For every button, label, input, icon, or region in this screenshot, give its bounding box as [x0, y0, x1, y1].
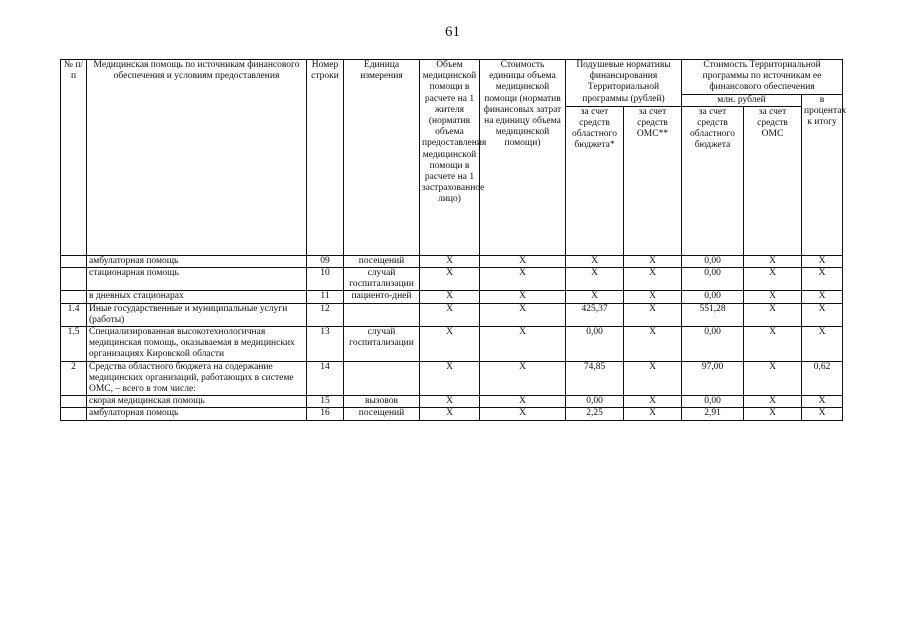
- header-name: Медицинская помощь по источникам финансового обеспечения и условиям предоставления: [87, 60, 307, 256]
- header-mln-budget: за счет средств областного бюджета: [682, 106, 744, 255]
- cell-name: амбулаторная помощь: [87, 408, 307, 420]
- cell-num: [61, 255, 87, 267]
- cell-unit: пациенто-дней: [344, 291, 420, 303]
- cell-percapita-oms: X: [624, 303, 682, 326]
- cell-mln-oms: X: [744, 327, 802, 362]
- table-row: [61, 396, 843, 408]
- table-row: [61, 361, 843, 396]
- cell-name: скорая медицинская помощь: [87, 396, 307, 408]
- cell-percapita-budget: X: [566, 268, 624, 291]
- table-body: [61, 255, 843, 420]
- cell-mln-oms: X: [744, 303, 802, 326]
- cell-percapita-budget: 2,25: [566, 408, 624, 420]
- cell-name: Специализированная высокотехнологичная медицинская помощь, оказываемая в медицинских организациях Кировской области: [87, 327, 307, 362]
- cell-name: амбулаторная помощь: [87, 255, 307, 267]
- cell-percapita-budget: 425,37: [566, 303, 624, 326]
- cell-percapita-oms: X: [624, 408, 682, 420]
- cell-percapita-oms: X: [624, 291, 682, 303]
- cell-row: 14: [307, 361, 344, 396]
- table-row: [61, 255, 843, 267]
- cell-num: [61, 291, 87, 303]
- cell-mln-oms: X: [744, 361, 802, 396]
- cell-mln-budget: 551,28: [682, 303, 744, 326]
- cell-volume: X: [420, 268, 480, 291]
- cell-percapita-budget: 0,00: [566, 327, 624, 362]
- financing-table: [60, 59, 847, 421]
- cell-cost: X: [480, 361, 566, 396]
- header-mln-oms: за счет средств ОМС: [744, 106, 802, 255]
- cell-cost: X: [480, 303, 566, 326]
- cell-volume: X: [420, 361, 480, 396]
- cell-unit: посещений: [344, 255, 420, 267]
- header-num: № п/п: [61, 60, 87, 256]
- cell-row: 16: [307, 408, 344, 420]
- cell-cost: X: [480, 327, 566, 362]
- cell-volume: X: [420, 327, 480, 362]
- cell-row: 13: [307, 327, 344, 362]
- cell-percent: X: [802, 255, 843, 267]
- cell-row: 10: [307, 268, 344, 291]
- cell-percapita-oms: X: [624, 268, 682, 291]
- cell-volume: X: [420, 291, 480, 303]
- header-program-cost: Стоимость Территориальной программы по источникам ее финансового обеспечения: [682, 60, 843, 95]
- cell-percent: X: [802, 408, 843, 420]
- cell-volume: X: [420, 303, 480, 326]
- header-percapita: Подушевые нормативы финансирования Территориальной программы (рублей): [566, 60, 682, 107]
- cell-row: 09: [307, 255, 344, 267]
- cell-cost: X: [480, 396, 566, 408]
- cell-cost: X: [480, 268, 566, 291]
- header-mln: млн. рублей: [682, 94, 802, 106]
- cell-percapita-budget: 74,85: [566, 361, 624, 396]
- cell-mln-oms: X: [744, 408, 802, 420]
- cell-percent: X: [802, 291, 843, 303]
- cell-mln-budget: 0,00: [682, 396, 744, 408]
- cell-cost: X: [480, 291, 566, 303]
- cell-percapita-oms: X: [624, 361, 682, 396]
- cell-mln-budget: 97,00: [682, 361, 744, 396]
- cell-name: в дневных стационарах: [87, 291, 307, 303]
- cell-percapita-budget: X: [566, 255, 624, 267]
- cell-mln-budget: 0,00: [682, 255, 744, 267]
- cell-percapita-budget: 0,00: [566, 396, 624, 408]
- header-percapita-budget: за счет средств областного бюджета*: [566, 106, 624, 255]
- cell-num: [61, 396, 87, 408]
- table-header: [61, 60, 847, 256]
- cell-volume: X: [420, 408, 480, 420]
- header-row-num: Номер строки: [307, 60, 344, 256]
- cell-num: [61, 408, 87, 420]
- cell-row: 15: [307, 396, 344, 408]
- cell-percent: 0,62: [802, 361, 843, 396]
- cell-mln-budget: 0,00: [682, 268, 744, 291]
- cell-percapita-budget: X: [566, 291, 624, 303]
- cell-row: 12: [307, 303, 344, 326]
- cell-percent: X: [802, 303, 843, 326]
- cell-unit: случай госпитализации: [344, 268, 420, 291]
- cell-mln-oms: X: [744, 255, 802, 267]
- cell-num: 2: [61, 361, 87, 396]
- table-row: [61, 303, 843, 326]
- cell-mln-oms: X: [744, 396, 802, 408]
- cell-percapita-oms: X: [624, 396, 682, 408]
- cell-percent: X: [802, 396, 843, 408]
- cell-unit: [344, 361, 420, 396]
- cell-mln-budget: 0,00: [682, 327, 744, 362]
- table-row: [61, 408, 843, 420]
- cell-percent: X: [802, 268, 843, 291]
- cell-mln-budget: 2,91: [682, 408, 744, 420]
- header-volume: Объем медицинской помощи в расчете на 1 жителя (норматив объема предоставления медицинской помощи в расчете на 1 застрахованное лицо): [420, 60, 480, 256]
- header-unit: Единица измерения: [344, 60, 420, 256]
- header-percent: в процентах к итогу: [802, 94, 843, 255]
- cell-volume: X: [420, 396, 480, 408]
- cell-num: 1.5: [61, 327, 87, 362]
- header-percapita-oms: за счет средств ОМС**: [624, 106, 682, 255]
- table-row: [61, 291, 843, 303]
- cell-percapita-oms: X: [624, 327, 682, 362]
- cell-cost: X: [480, 255, 566, 267]
- cell-name: стационарная помощь: [87, 268, 307, 291]
- cell-unit: [344, 303, 420, 326]
- cell-name: Средства областного бюджета на содержание медицинских организаций, работающих в системе ОМС, – всего в том числе:: [87, 361, 307, 396]
- table-row: [61, 268, 843, 291]
- header-cost: Стоимость единицы объема медицинской помощи (норматив финансовых затрат на единицу объема медицинской помощи): [480, 60, 566, 256]
- page-number: 61: [445, 24, 460, 40]
- cell-percent: X: [802, 327, 843, 362]
- cell-cost: X: [480, 408, 566, 420]
- cell-row: 11: [307, 291, 344, 303]
- cell-mln-oms: X: [744, 291, 802, 303]
- cell-name: Иные государственные и муниципальные услуги (работы): [87, 303, 307, 326]
- table-row: [61, 327, 843, 362]
- cell-percapita-oms: X: [624, 255, 682, 267]
- cell-num: [61, 268, 87, 291]
- cell-unit: посещений: [344, 408, 420, 420]
- cell-mln-oms: X: [744, 268, 802, 291]
- cell-volume: X: [420, 255, 480, 267]
- cell-num: 1.4: [61, 303, 87, 326]
- cell-unit: случай госпитализации: [344, 327, 420, 362]
- cell-unit: вызовов: [344, 396, 420, 408]
- cell-mln-budget: 0,00: [682, 291, 744, 303]
